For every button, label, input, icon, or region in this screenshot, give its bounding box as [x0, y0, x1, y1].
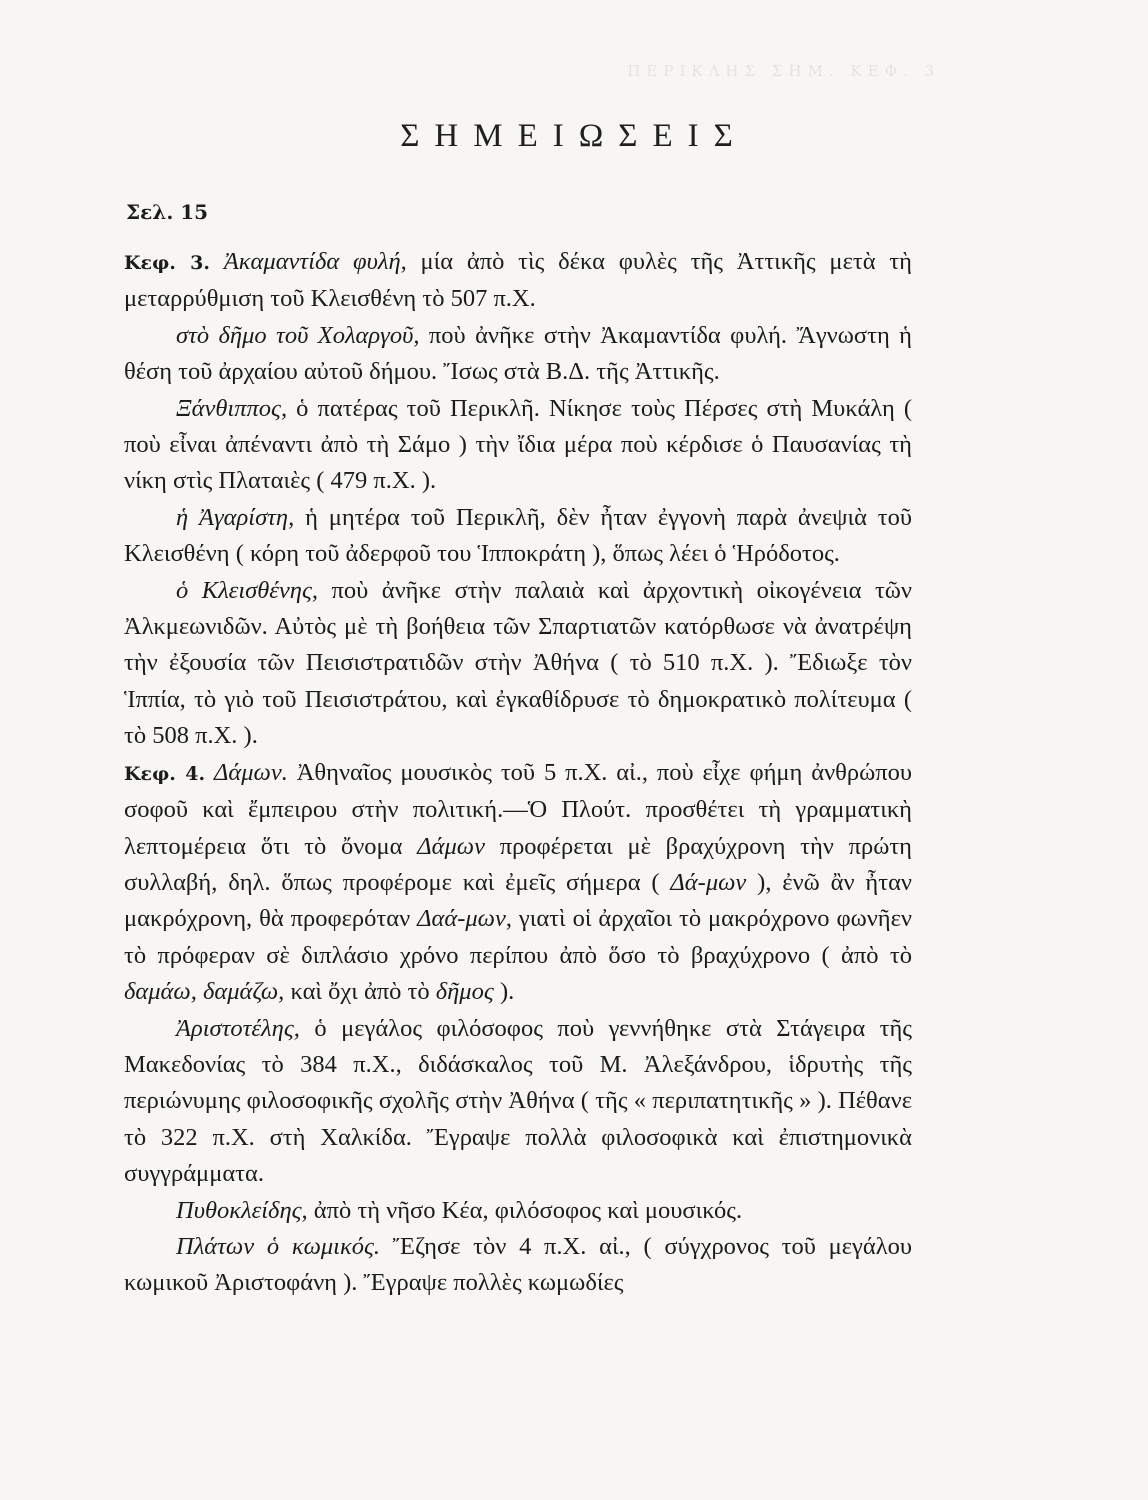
page-reference: Σελ. 15	[126, 200, 209, 224]
note-term: ὁ Κλεισθένης,	[176, 576, 319, 604]
note-term: Ξάνθιππος,	[176, 394, 288, 422]
note-word: Δάμων	[417, 832, 485, 860]
note-term: Ἀριστοτέλης,	[176, 1014, 300, 1042]
note-text: καὶ ὄχι ἀπὸ τὸ	[284, 978, 436, 1006]
note-term: Πλάτων ὁ κωμικός.	[176, 1232, 381, 1260]
note-text: Ἔζησε τὸν 4 π.Χ. αἰ., ( σύγχρονος τοῦ μεγάλου κωμικοῦ Ἀριστοφάνη ). Ἔγραψε πολλὲς κωμωδίες	[124, 1232, 912, 1297]
note-word: δῆμος	[435, 978, 494, 1006]
notes-body	[124, 244, 912, 1302]
note-k4-pythokleides	[124, 1193, 912, 1229]
note-k3-akamantis	[124, 244, 912, 318]
note-term: Ἀκαμαντίδα φυλή,	[223, 248, 407, 275]
note-term: Δάμων.	[214, 758, 288, 786]
note-word: Δά-μων	[670, 868, 747, 896]
note-k3-agariste	[124, 500, 912, 573]
note-k4-aristotle	[124, 1011, 912, 1193]
note-k4-platon-komikos	[124, 1229, 912, 1302]
note-text: Ἀθηναῖος μουσικὸς τοῦ 5 π.Χ. αἰ., ποὺ εἶχε φήμη ἀνθρώπου σοφοῦ καὶ ἔμπειρου στὴν πολιτική.—Ὁ Πλούτ. προσθέτει τὴ γραμματικὴ λεπτομέρεια ὅτι τὸ ὄνομα	[124, 758, 912, 860]
running-head-bleedthrough: ΠΕΡΙΚΛΗΣ ΣΗΜ. ΚΕΦ. 3	[627, 62, 940, 80]
note-k4-damon	[124, 755, 912, 1011]
note-word: δαμάω, δαμάζω,	[124, 978, 285, 1006]
note-term: ἡ Ἀγαρίστη,	[176, 503, 295, 531]
note-term: Πυθοκλείδης,	[176, 1196, 308, 1224]
note-text: ).	[493, 978, 515, 1006]
note-term: στὸ δῆμο τοῦ Χολαργοῦ,	[176, 321, 420, 349]
page-title: ΣΗΜΕΙΩΣΕΙΣ	[400, 118, 748, 154]
note-text: ὁ πατέρας τοῦ Περικλῆ. Νίκησε τοὺς Πέρσες στὴ Μυκάλη ( ποὺ εἶναι ἀπέναντι ἀπὸ τὴ Σάμο ) τὴν ἴδια μέρα ποὺ κέρδισε ὁ Παυσανίας τὴ νίκη στὶς Πλαταιὲς ( 479 π.Χ. ).	[124, 394, 912, 495]
note-text: ), ἐνῶ ἂν ἦταν μακρόχρονη, θὰ προφερόταν	[124, 868, 912, 933]
note-text: ἡ μητέρα τοῦ Περικλῆ, δὲν ἦταν ἐγγονὴ παρὰ ἀνεψιὰ τοῦ Κλεισθένη ( κόρη τοῦ ἀδερφοῦ του Ἱπποκράτη ), ὅπως λέει ὁ Ἡρόδοτος.	[124, 503, 912, 568]
note-k3-kleisthenes	[124, 573, 912, 755]
note-k3-xanthippos	[124, 391, 912, 500]
chapter-label-4: Κεφ. 4.	[124, 762, 206, 785]
note-text: ὁ μεγάλος φιλόσοφος ποὺ γεννήθηκε στὰ Στάγειρα τῆς Μακεδονίας τὸ 384 π.Χ., διδάσκαλος τοῦ Μ. Ἀλεξάνδρου, ἱδρυτὴς τῆς περιώνυμης φιλοσοφικῆς σχολῆς στὴν Ἀθήνα ( τῆς « περιπατητικῆς » ). Πέθανε τὸ 322 π.Χ. στὴ Χαλκίδα. Ἔγραψε πολλὰ φιλοσοφικὰ καὶ ἐπιστημονικὰ συγγράμματα.	[124, 1014, 912, 1188]
note-text: ἀπὸ τὴ νῆσο Κέα, φιλόσοφος καὶ μουσικός.	[307, 1196, 743, 1224]
note-text: μία ἀπὸ τὶς δέκα φυλὲς τῆς Ἀττικῆς μετὰ τὴ μεταρρύθμιση τοῦ Κλεισθένη τὸ 507 π.Χ.	[124, 248, 912, 313]
chapter-label-3: Κεφ. 3.	[124, 252, 210, 274]
note-text: ποὺ ἀνῆκε στὴν παλαιὰ καὶ ἀρχοντικὴ οἰκογένεια τῶν Ἀλκμεωνιδῶν. Αὐτὸς μὲ τὴ βοήθεια τῶν Σπαρτιατῶν κατόρθωσε νὰ ἀνατρέψη τὴν ἐξουσία τῶν Πεισιστρατιδῶν στὴν Ἀθήνα ( τὸ 510 π.Χ. ). Ἔδιωξε τὸν Ἱππία, τὸ γιὸ τοῦ Πεισιστράτου, καὶ ἐγκαθίδρυσε τὸ δημοκρατικὸ πολίτευμα ( τὸ 508 π.Χ. ).	[124, 576, 912, 750]
note-text: ποὺ ἀνῆκε στὴν Ἀκαμαντίδα φυλή. Ἄγνωστη ἡ θέση τοῦ ἀρχαίου αὐτοῦ δήμου. Ἴσως στὰ Β.Δ. τῆς Ἀττικῆς.	[124, 321, 912, 386]
note-text: , γιατὶ οἱ ἀρχαῖοι τὸ μακρόχρονο φωνῆεν τὸ πρόφεραν σὲ διπλάσιο χρόνο περίπου ἀπὸ ὅσο τὸ βραχύχρονο ( ἀπὸ τὸ	[124, 905, 912, 969]
note-k3-cholargos	[124, 318, 912, 391]
note-word: Δαά-μων	[417, 905, 506, 933]
note-text: προφέρεται μὲ βραχύχρονη τὴν πρώτη συλλαβή, δηλ. ὅπως προφέρομε καὶ ἐμεῖς σήμερα (	[124, 832, 912, 896]
